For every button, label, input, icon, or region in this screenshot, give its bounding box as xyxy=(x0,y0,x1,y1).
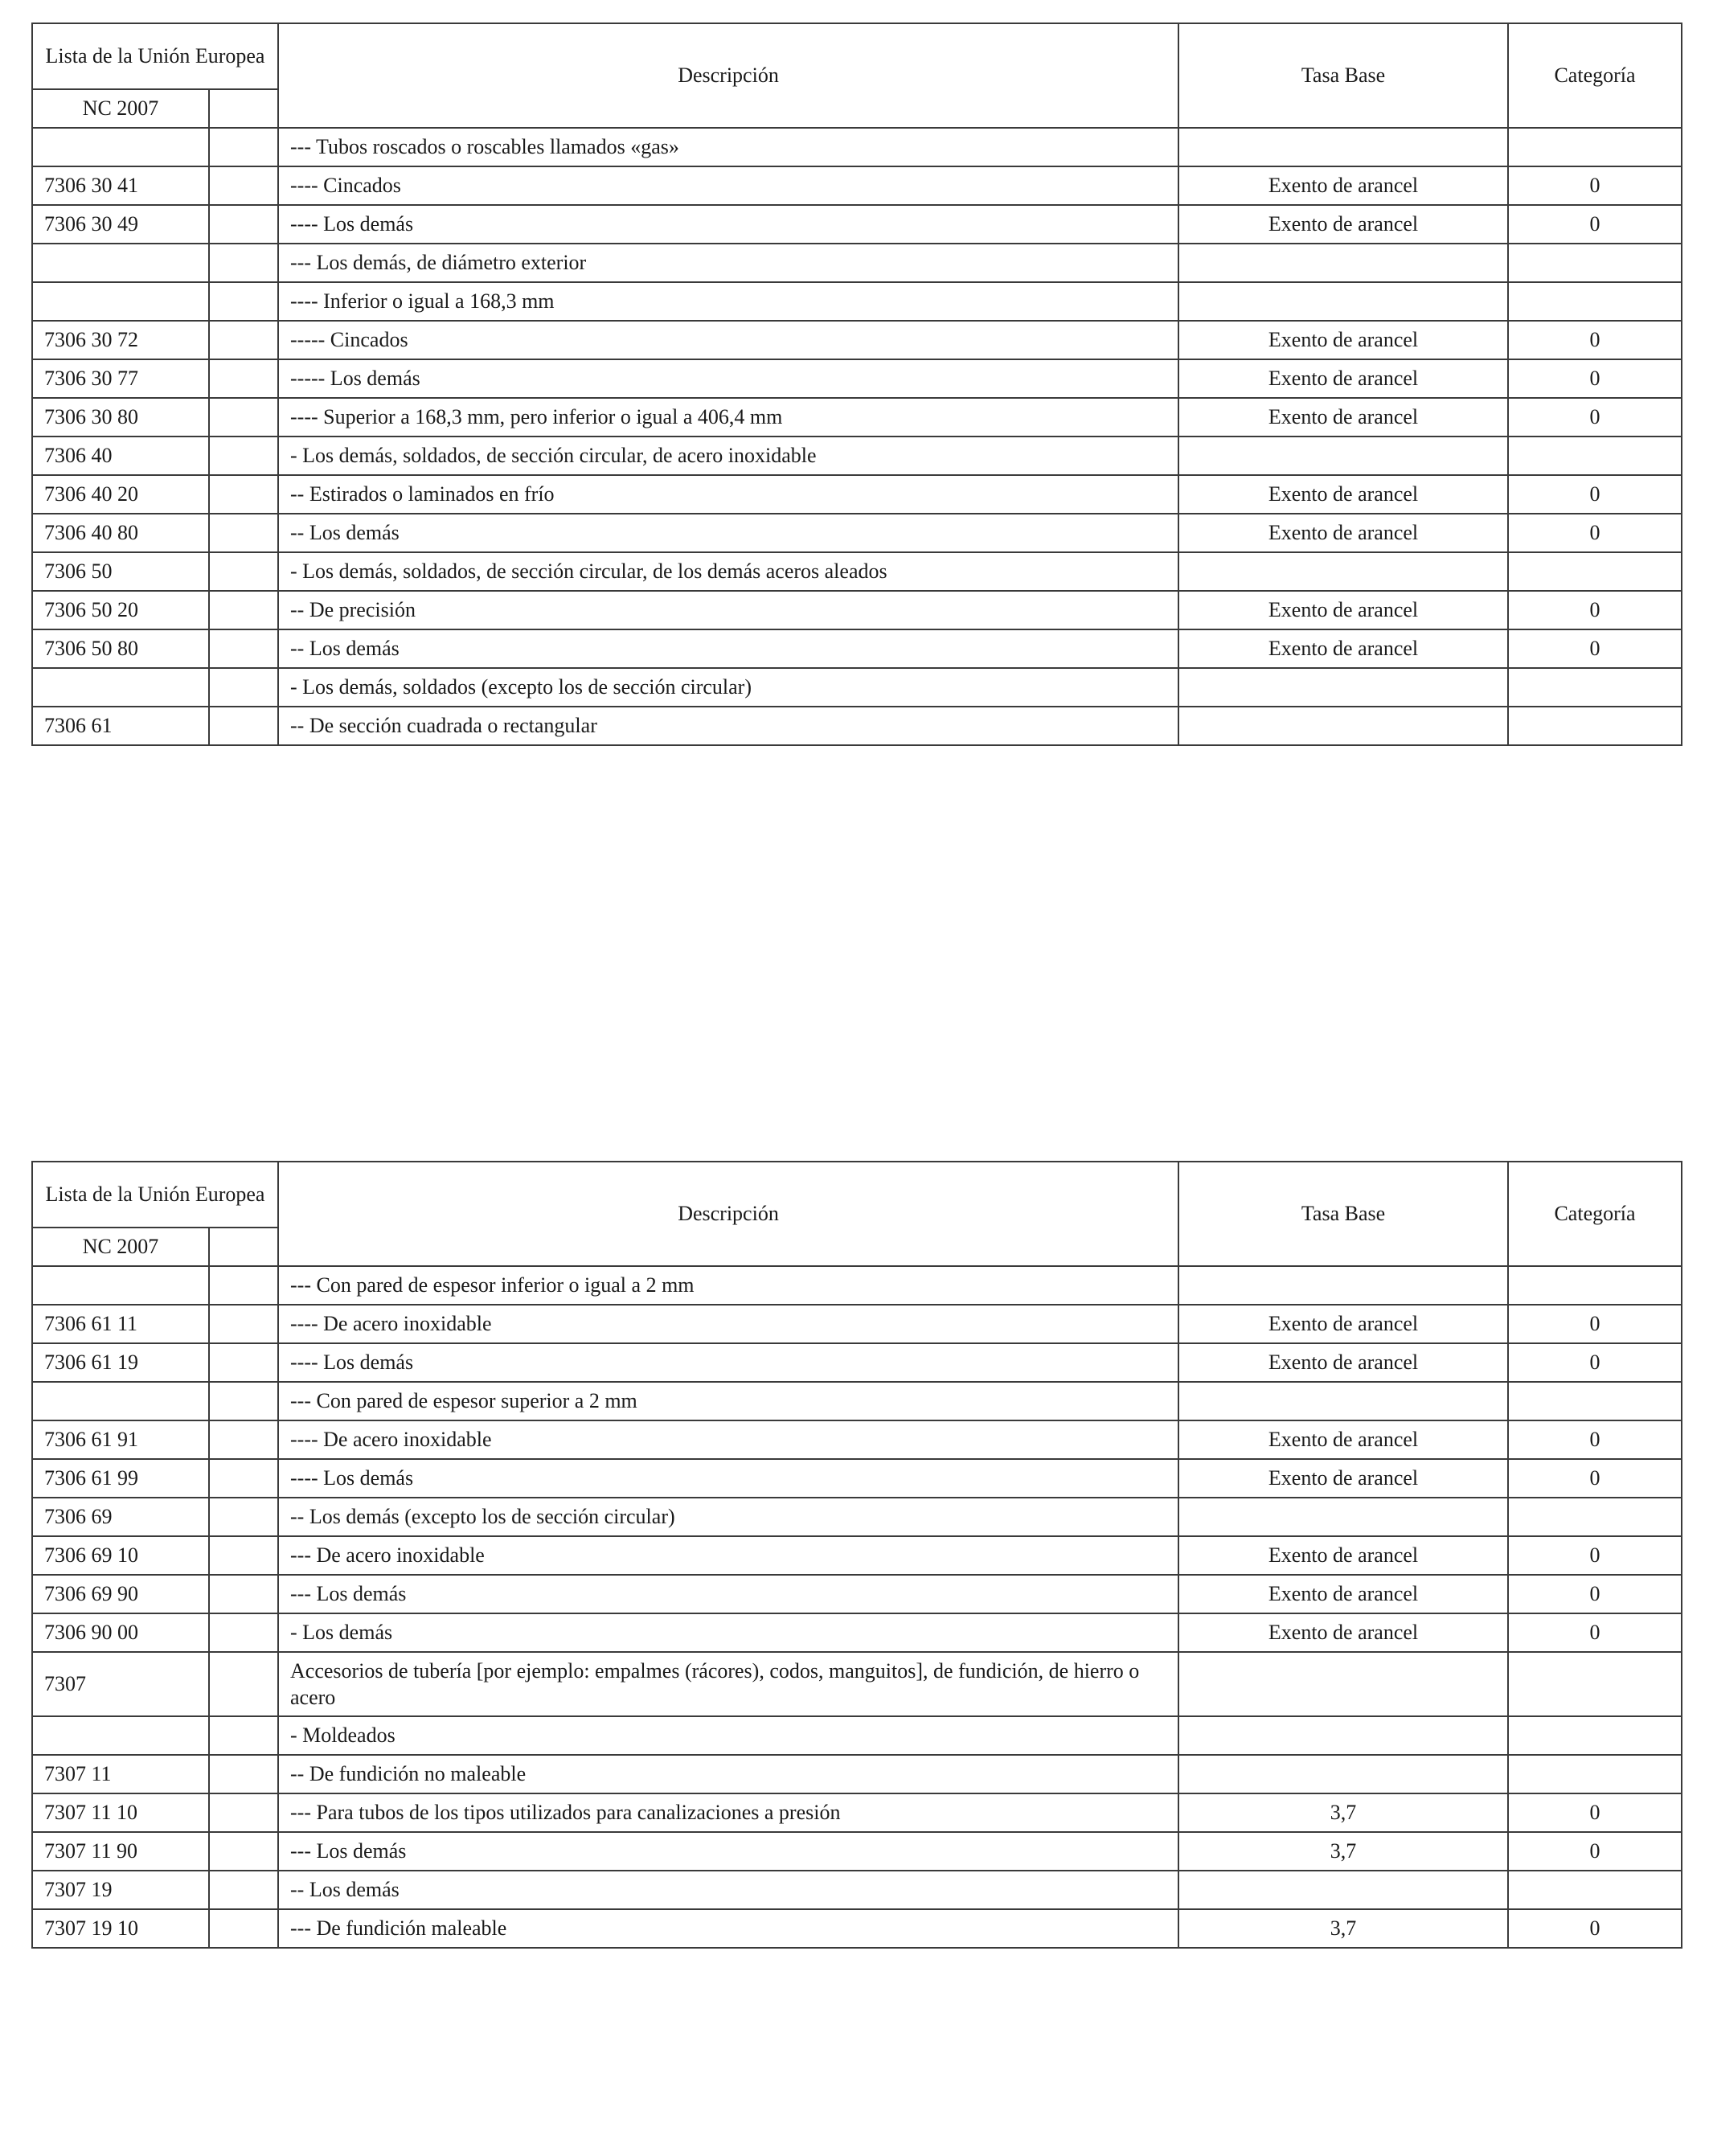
cell-blank xyxy=(209,1793,278,1832)
cell-description: ---- Superior a 168,3 mm, pero inferior o igual a 406,4 mm xyxy=(278,398,1178,437)
table-body xyxy=(32,1266,1682,1948)
cell-code: 7306 40 xyxy=(32,437,209,475)
cell-base-rate xyxy=(1178,437,1508,475)
cell-category: 0 xyxy=(1508,1832,1682,1871)
table-row xyxy=(32,1305,1682,1343)
cell-code xyxy=(32,128,209,166)
cell-code: 7306 30 77 xyxy=(32,359,209,398)
table-row xyxy=(32,321,1682,359)
cell-base-rate: Exento de arancel xyxy=(1178,591,1508,629)
header-base-rate: Tasa Base xyxy=(1178,23,1508,128)
table-row xyxy=(32,514,1682,552)
header-description: Descripción xyxy=(278,1162,1178,1266)
cell-base-rate: Exento de arancel xyxy=(1178,398,1508,437)
cell-code: 7306 30 72 xyxy=(32,321,209,359)
table-row xyxy=(32,398,1682,437)
cell-description: - Los demás, soldados (excepto los de sección circular) xyxy=(278,668,1178,707)
cell-blank xyxy=(209,244,278,282)
cell-category: 0 xyxy=(1508,359,1682,398)
cell-code xyxy=(32,244,209,282)
cell-description: ---- Los demás xyxy=(278,205,1178,244)
cell-description: - Los demás, soldados, de sección circular, de los demás aceros aleados xyxy=(278,552,1178,591)
cell-base-rate: Exento de arancel xyxy=(1178,359,1508,398)
cell-base-rate xyxy=(1178,1871,1508,1909)
cell-base-rate xyxy=(1178,1755,1508,1793)
cell-base-rate: Exento de arancel xyxy=(1178,205,1508,244)
table-row xyxy=(32,591,1682,629)
cell-category xyxy=(1508,1755,1682,1793)
cell-category xyxy=(1508,668,1682,707)
cell-base-rate xyxy=(1178,1716,1508,1755)
table-row xyxy=(32,1652,1682,1716)
cell-base-rate: Exento de arancel xyxy=(1178,514,1508,552)
cell-description: ----- Los demás xyxy=(278,359,1178,398)
cell-base-rate: Exento de arancel xyxy=(1178,1613,1508,1652)
cell-description: --- De acero inoxidable xyxy=(278,1536,1178,1575)
cell-blank xyxy=(209,591,278,629)
cell-code: 7306 61 91 xyxy=(32,1420,209,1459)
cell-code: 7307 11 xyxy=(32,1755,209,1793)
cell-category: 0 xyxy=(1508,166,1682,205)
cell-blank xyxy=(209,1536,278,1575)
cell-blank xyxy=(209,128,278,166)
cell-blank xyxy=(209,1755,278,1793)
cell-description: -- De precisión xyxy=(278,591,1178,629)
table-row xyxy=(32,128,1682,166)
cell-category: 0 xyxy=(1508,1909,1682,1948)
cell-blank xyxy=(209,1716,278,1755)
cell-blank xyxy=(209,514,278,552)
cell-description: -- Los demás (excepto los de sección circular) xyxy=(278,1498,1178,1536)
table-row xyxy=(32,1382,1682,1420)
cell-blank xyxy=(209,1420,278,1459)
cell-blank xyxy=(209,552,278,591)
cell-base-rate: 3,7 xyxy=(1178,1909,1508,1948)
tariff-table xyxy=(31,1161,1682,1949)
cell-category xyxy=(1508,1498,1682,1536)
cell-code: 7306 90 00 xyxy=(32,1613,209,1652)
cell-code xyxy=(32,1266,209,1305)
cell-description: -- De sección cuadrada o rectangular xyxy=(278,707,1178,745)
cell-category: 0 xyxy=(1508,205,1682,244)
table-row xyxy=(32,707,1682,745)
cell-description: ---- De acero inoxidable xyxy=(278,1305,1178,1343)
cell-description: Accesorios de tubería [por ejemplo: empalmes (rácores), codos, manguitos], de fundición, de hierro o acero xyxy=(278,1652,1178,1716)
table-row xyxy=(32,1613,1682,1652)
cell-base-rate xyxy=(1178,1498,1508,1536)
cell-code xyxy=(32,282,209,321)
header-description: Descripción xyxy=(278,23,1178,128)
cell-description: -- Estirados o laminados en frío xyxy=(278,475,1178,514)
cell-description: - Los demás, soldados, de sección circular, de acero inoxidable xyxy=(278,437,1178,475)
cell-base-rate xyxy=(1178,552,1508,591)
cell-code xyxy=(32,1382,209,1420)
cell-category: 0 xyxy=(1508,475,1682,514)
table-row xyxy=(32,205,1682,244)
cell-blank xyxy=(209,1305,278,1343)
cell-category: 0 xyxy=(1508,1536,1682,1575)
cell-category: 0 xyxy=(1508,514,1682,552)
cell-category: 0 xyxy=(1508,1575,1682,1613)
cell-code: 7306 61 99 xyxy=(32,1459,209,1498)
cell-category: 0 xyxy=(1508,321,1682,359)
header-blank-cell xyxy=(209,89,278,128)
table-row xyxy=(32,359,1682,398)
cell-category xyxy=(1508,1382,1682,1420)
table-row xyxy=(32,166,1682,205)
table-row xyxy=(32,475,1682,514)
cell-category: 0 xyxy=(1508,1793,1682,1832)
cell-category: 0 xyxy=(1508,1459,1682,1498)
cell-description: ---- Cincados xyxy=(278,166,1178,205)
cell-base-rate xyxy=(1178,244,1508,282)
cell-category xyxy=(1508,1716,1682,1755)
cell-code: 7306 61 xyxy=(32,707,209,745)
cell-blank xyxy=(209,398,278,437)
cell-description: -- De fundición no maleable xyxy=(278,1755,1178,1793)
cell-description: ---- Los demás xyxy=(278,1459,1178,1498)
table-row xyxy=(32,1575,1682,1613)
header-nc: NC 2007 xyxy=(32,1228,209,1266)
cell-code: 7307 11 10 xyxy=(32,1793,209,1832)
header-nc: NC 2007 xyxy=(32,89,209,128)
cell-code: 7306 30 49 xyxy=(32,205,209,244)
cell-category xyxy=(1508,1266,1682,1305)
cell-base-rate xyxy=(1178,282,1508,321)
cell-category: 0 xyxy=(1508,1613,1682,1652)
cell-base-rate xyxy=(1178,128,1508,166)
header-list: Lista de la Unión Europea xyxy=(32,23,278,89)
cell-code: 7307 19 10 xyxy=(32,1909,209,1948)
cell-base-rate: Exento de arancel xyxy=(1178,1536,1508,1575)
cell-code xyxy=(32,1716,209,1755)
cell-category xyxy=(1508,437,1682,475)
cell-description: -- Los demás xyxy=(278,514,1178,552)
table-row xyxy=(32,1871,1682,1909)
cell-code xyxy=(32,668,209,707)
cell-code: 7306 69 xyxy=(32,1498,209,1536)
header-row xyxy=(32,23,1682,89)
cell-blank xyxy=(209,1871,278,1909)
cell-base-rate: Exento de arancel xyxy=(1178,1459,1508,1498)
cell-category: 0 xyxy=(1508,1305,1682,1343)
table-row xyxy=(32,668,1682,707)
cell-base-rate xyxy=(1178,1652,1508,1716)
cell-base-rate: Exento de arancel xyxy=(1178,1575,1508,1613)
cell-blank xyxy=(209,437,278,475)
table-row xyxy=(32,1793,1682,1832)
table-row xyxy=(32,1832,1682,1871)
cell-category xyxy=(1508,282,1682,321)
cell-description: --- Para tubos de los tipos utilizados para canalizaciones a presión xyxy=(278,1793,1178,1832)
cell-base-rate xyxy=(1178,1382,1508,1420)
cell-base-rate: Exento de arancel xyxy=(1178,1343,1508,1382)
cell-blank xyxy=(209,282,278,321)
cell-category: 0 xyxy=(1508,398,1682,437)
cell-blank xyxy=(209,205,278,244)
cell-blank xyxy=(209,1459,278,1498)
table-body xyxy=(32,128,1682,745)
cell-blank xyxy=(209,668,278,707)
header-category: Categoría xyxy=(1508,1162,1682,1266)
cell-category: 0 xyxy=(1508,591,1682,629)
cell-base-rate: Exento de arancel xyxy=(1178,629,1508,668)
table-row xyxy=(32,1266,1682,1305)
cell-blank xyxy=(209,1498,278,1536)
cell-base-rate: Exento de arancel xyxy=(1178,1305,1508,1343)
cell-base-rate: Exento de arancel xyxy=(1178,321,1508,359)
cell-category: 0 xyxy=(1508,1420,1682,1459)
cell-description: - Moldeados xyxy=(278,1716,1178,1755)
table-row xyxy=(32,1459,1682,1498)
cell-blank xyxy=(209,1266,278,1305)
table-row xyxy=(32,437,1682,475)
header-blank-cell xyxy=(209,1228,278,1266)
table-row xyxy=(32,629,1682,668)
cell-base-rate: Exento de arancel xyxy=(1178,166,1508,205)
cell-blank xyxy=(209,1575,278,1613)
cell-category xyxy=(1508,244,1682,282)
cell-category xyxy=(1508,128,1682,166)
header-base-rate: Tasa Base xyxy=(1178,1162,1508,1266)
cell-base-rate: 3,7 xyxy=(1178,1793,1508,1832)
cell-blank xyxy=(209,359,278,398)
cell-description: --- Los demás xyxy=(278,1832,1178,1871)
cell-base-rate: Exento de arancel xyxy=(1178,475,1508,514)
cell-blank xyxy=(209,707,278,745)
cell-code: 7306 69 10 xyxy=(32,1536,209,1575)
cell-code: 7306 30 80 xyxy=(32,398,209,437)
header-category: Categoría xyxy=(1508,23,1682,128)
cell-blank xyxy=(209,166,278,205)
cell-category xyxy=(1508,1871,1682,1909)
cell-description: --- Con pared de espesor superior a 2 mm xyxy=(278,1382,1178,1420)
cell-code: 7306 30 41 xyxy=(32,166,209,205)
cell-blank xyxy=(209,1382,278,1420)
cell-blank xyxy=(209,1909,278,1948)
cell-code: 7306 50 80 xyxy=(32,629,209,668)
cell-code: 7306 69 90 xyxy=(32,1575,209,1613)
cell-description: --- Los demás, de diámetro exterior xyxy=(278,244,1178,282)
cell-code: 7306 61 19 xyxy=(32,1343,209,1382)
cell-description: ---- Los demás xyxy=(278,1343,1178,1382)
table-row xyxy=(32,1536,1682,1575)
cell-category xyxy=(1508,707,1682,745)
table-row xyxy=(32,1498,1682,1536)
cell-category xyxy=(1508,552,1682,591)
cell-description: ---- De acero inoxidable xyxy=(278,1420,1178,1459)
table-row xyxy=(32,282,1682,321)
cell-description: - Los demás xyxy=(278,1613,1178,1652)
cell-blank xyxy=(209,321,278,359)
table-row xyxy=(32,244,1682,282)
table-row xyxy=(32,1755,1682,1793)
cell-code: 7306 40 20 xyxy=(32,475,209,514)
cell-base-rate xyxy=(1178,707,1508,745)
cell-base-rate xyxy=(1178,1266,1508,1305)
cell-category: 0 xyxy=(1508,1343,1682,1382)
cell-blank xyxy=(209,629,278,668)
cell-category xyxy=(1508,1652,1682,1716)
cell-blank xyxy=(209,1652,278,1716)
cell-base-rate xyxy=(1178,668,1508,707)
cell-blank xyxy=(209,1832,278,1871)
cell-base-rate: 3,7 xyxy=(1178,1832,1508,1871)
cell-blank xyxy=(209,1343,278,1382)
cell-code: 7306 40 80 xyxy=(32,514,209,552)
table-row xyxy=(32,1420,1682,1459)
cell-code: 7306 50 xyxy=(32,552,209,591)
header-list: Lista de la Unión Europea xyxy=(32,1162,278,1228)
cell-description: --- Con pared de espesor inferior o igual a 2 mm xyxy=(278,1266,1178,1305)
table-row xyxy=(32,1909,1682,1948)
cell-code: 7307 19 xyxy=(32,1871,209,1909)
cell-blank xyxy=(209,475,278,514)
cell-description: -- Los demás xyxy=(278,1871,1178,1909)
cell-description: --- De fundición maleable xyxy=(278,1909,1178,1948)
cell-description: ----- Cincados xyxy=(278,321,1178,359)
cell-description: --- Tubos roscados o roscables llamados «gas» xyxy=(278,128,1178,166)
cell-description: ---- Inferior o igual a 168,3 mm xyxy=(278,282,1178,321)
cell-category: 0 xyxy=(1508,629,1682,668)
cell-blank xyxy=(209,1613,278,1652)
cell-code: 7306 50 20 xyxy=(32,591,209,629)
cell-base-rate: Exento de arancel xyxy=(1178,1420,1508,1459)
cell-code: 7306 61 11 xyxy=(32,1305,209,1343)
table-row xyxy=(32,552,1682,591)
header-row xyxy=(32,1162,1682,1228)
table-row xyxy=(32,1716,1682,1755)
cell-code: 7307 11 90 xyxy=(32,1832,209,1871)
cell-description: -- Los demás xyxy=(278,629,1178,668)
cell-description: --- Los demás xyxy=(278,1575,1178,1613)
table-row xyxy=(32,1343,1682,1382)
cell-code: 7307 xyxy=(32,1652,209,1716)
tariff-table xyxy=(31,23,1682,746)
